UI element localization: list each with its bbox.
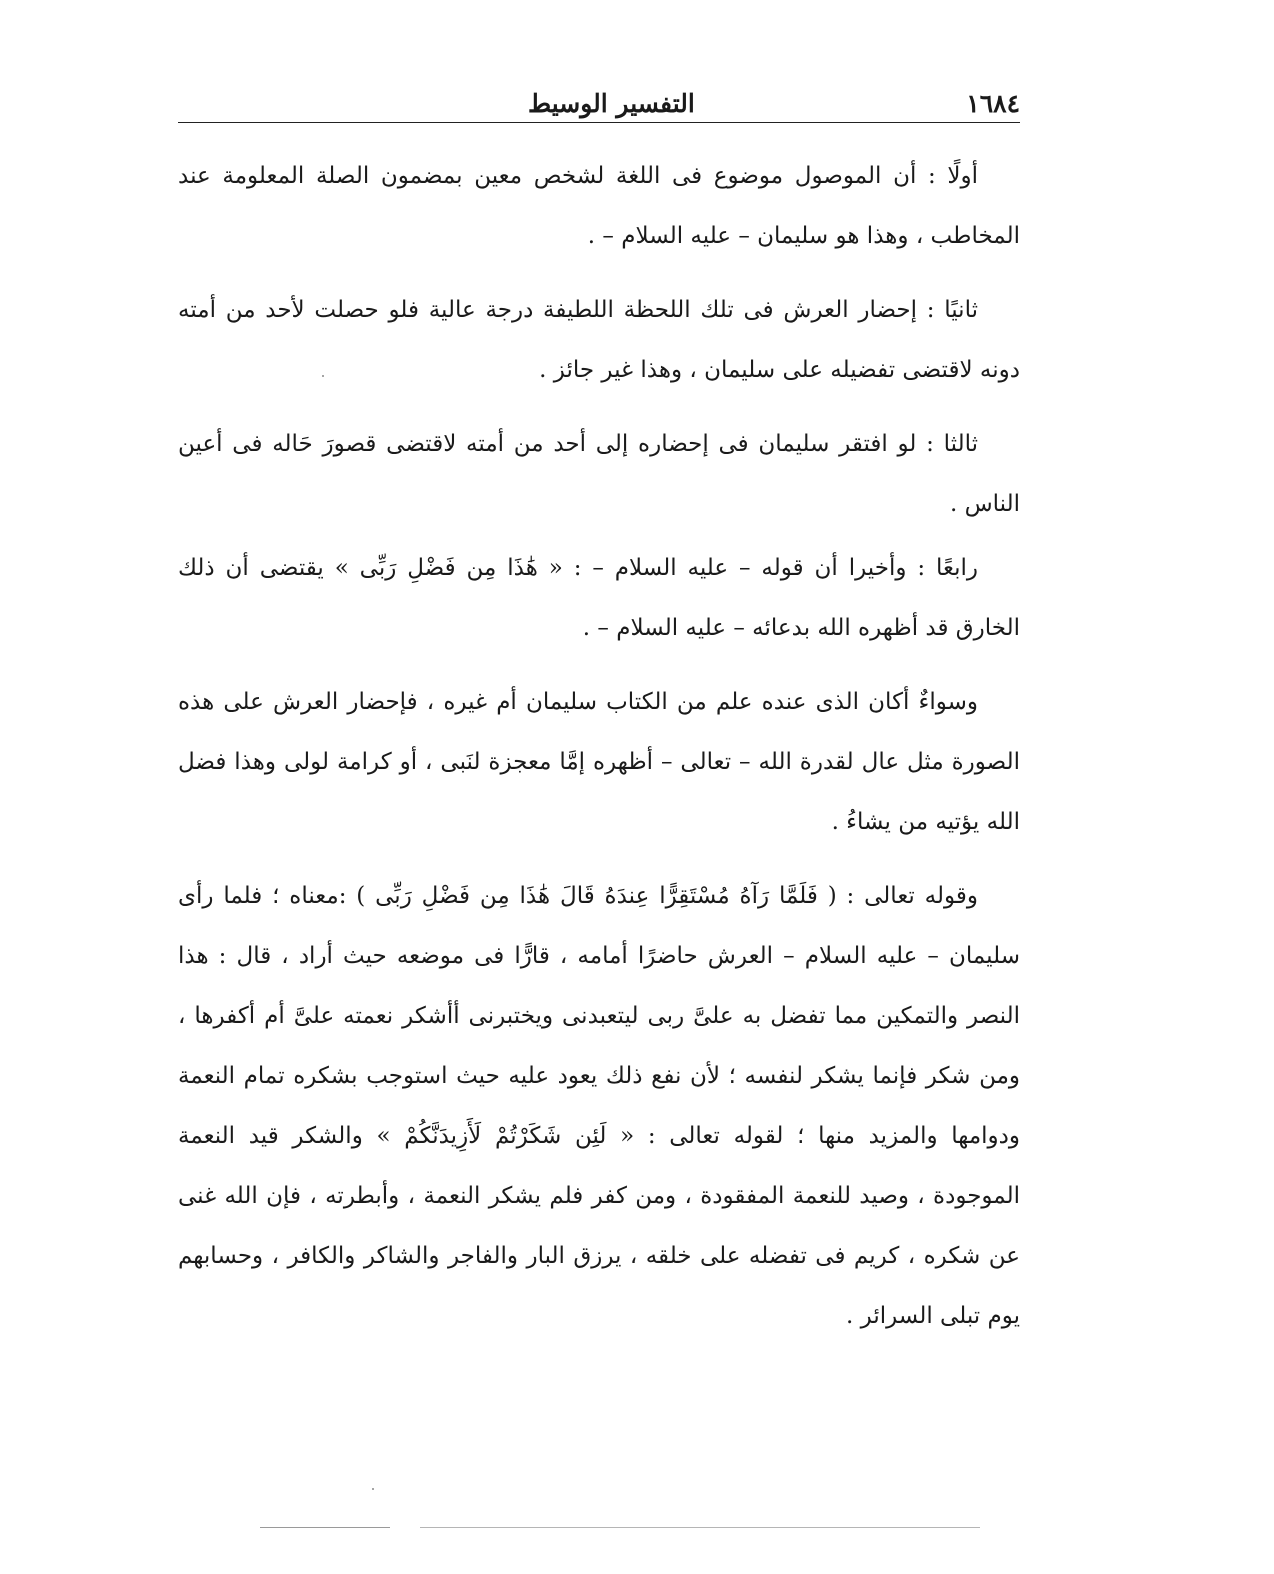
paragraph-fourth: رابعًا : وأخيرا أن قوله – عليه السلام – : « هَٰذَا مِن فَضْلِ رَبِّى » يقتضى أن ذلك الخارق قد أظهره الله بدعائه – عليه السلام – . — [178, 555, 1020, 641]
paragraph-first: أولًا : أن الموصول موضوع فى اللغة لشخص معين بمضمون الصلة المعلومة عند المخاطب ، وهذا هو سليمان – عليه السلام – . — [178, 163, 1020, 249]
paragraph-fifth: وسواءٌ أكان الذى عنده علم من الكتاب سليمان أم غيره ، فإحضار العرش على هذه الصورة مثل عال لقدرة الله – تعالى – أظهره إمَّا معجزة لنَبى ، أو كرامة لولى وهذا فضل الله يؤتيه من يشاءُ . — [178, 689, 1020, 835]
scan-speck — [322, 375, 324, 377]
scan-smudge-line — [420, 1527, 980, 1528]
body-text — [178, 146, 1020, 1360]
header-rule — [178, 122, 1020, 123]
running-head: التفسير الوسيط — [528, 89, 695, 118]
scan-speck — [372, 1488, 374, 1490]
scan-smudge-line — [260, 1527, 390, 1528]
paragraph-third: ثالثا : لو افتقر سليمان فى إحضاره إلى أحد من أمته لاقتضى قصورَ حَاله فى أعين الناس . — [178, 431, 1020, 517]
paragraph-second: ثانيًا : إحضار العرش فى تلك اللحظة اللطيفة درجة عالية فلو حصلت لأحد من أمته دونه لاقتضى تفضيله على سليمان ، وهذا غير جائز . — [178, 297, 1020, 383]
page-number: ١٦٨٤ — [966, 89, 1020, 118]
page-header — [178, 72, 1020, 124]
paragraph-sixth: وقوله تعالى : ( فَلَمَّا رَآهُ مُسْتَقِرًّا عِندَهُ قَالَ هَٰذَا مِن فَضْلِ رَبِّى ) :معناه ؛ فلما رأى سليمان – عليه السلام – العرش حاضرًا أمامه ، قارًّا فى موضعه حيث أراد ، قال : هذا النصر والتمكين مما تفضل به علىَّ ربى ليتعبدنى ويختبرنى أأشكر نعمته علىَّ أم أكفرها ، ومن شكر فإنما يشكر لنفسه ؛ لأن نفع ذلك يعود عليه حيث استوجب بشكره تمام النعمة ودوامها والمزيد منها ؛ لقوله تعالى : « لَئِن شَكَرْتُمْ لَأَزِيدَنَّكُمْ » والشكر قيد النعمة الموجودة ، وصيد للنعمة المفقودة ، ومن كفر فلم يشكر النعمة ، وأبطرته ، فإن الله غنى عن شكره ، كريم فى تفضله على خلقه ، يرزق البار والفاجر والشاكر والكافر ، وحسابهم يوم تبلى السرائر . — [178, 883, 1020, 1329]
